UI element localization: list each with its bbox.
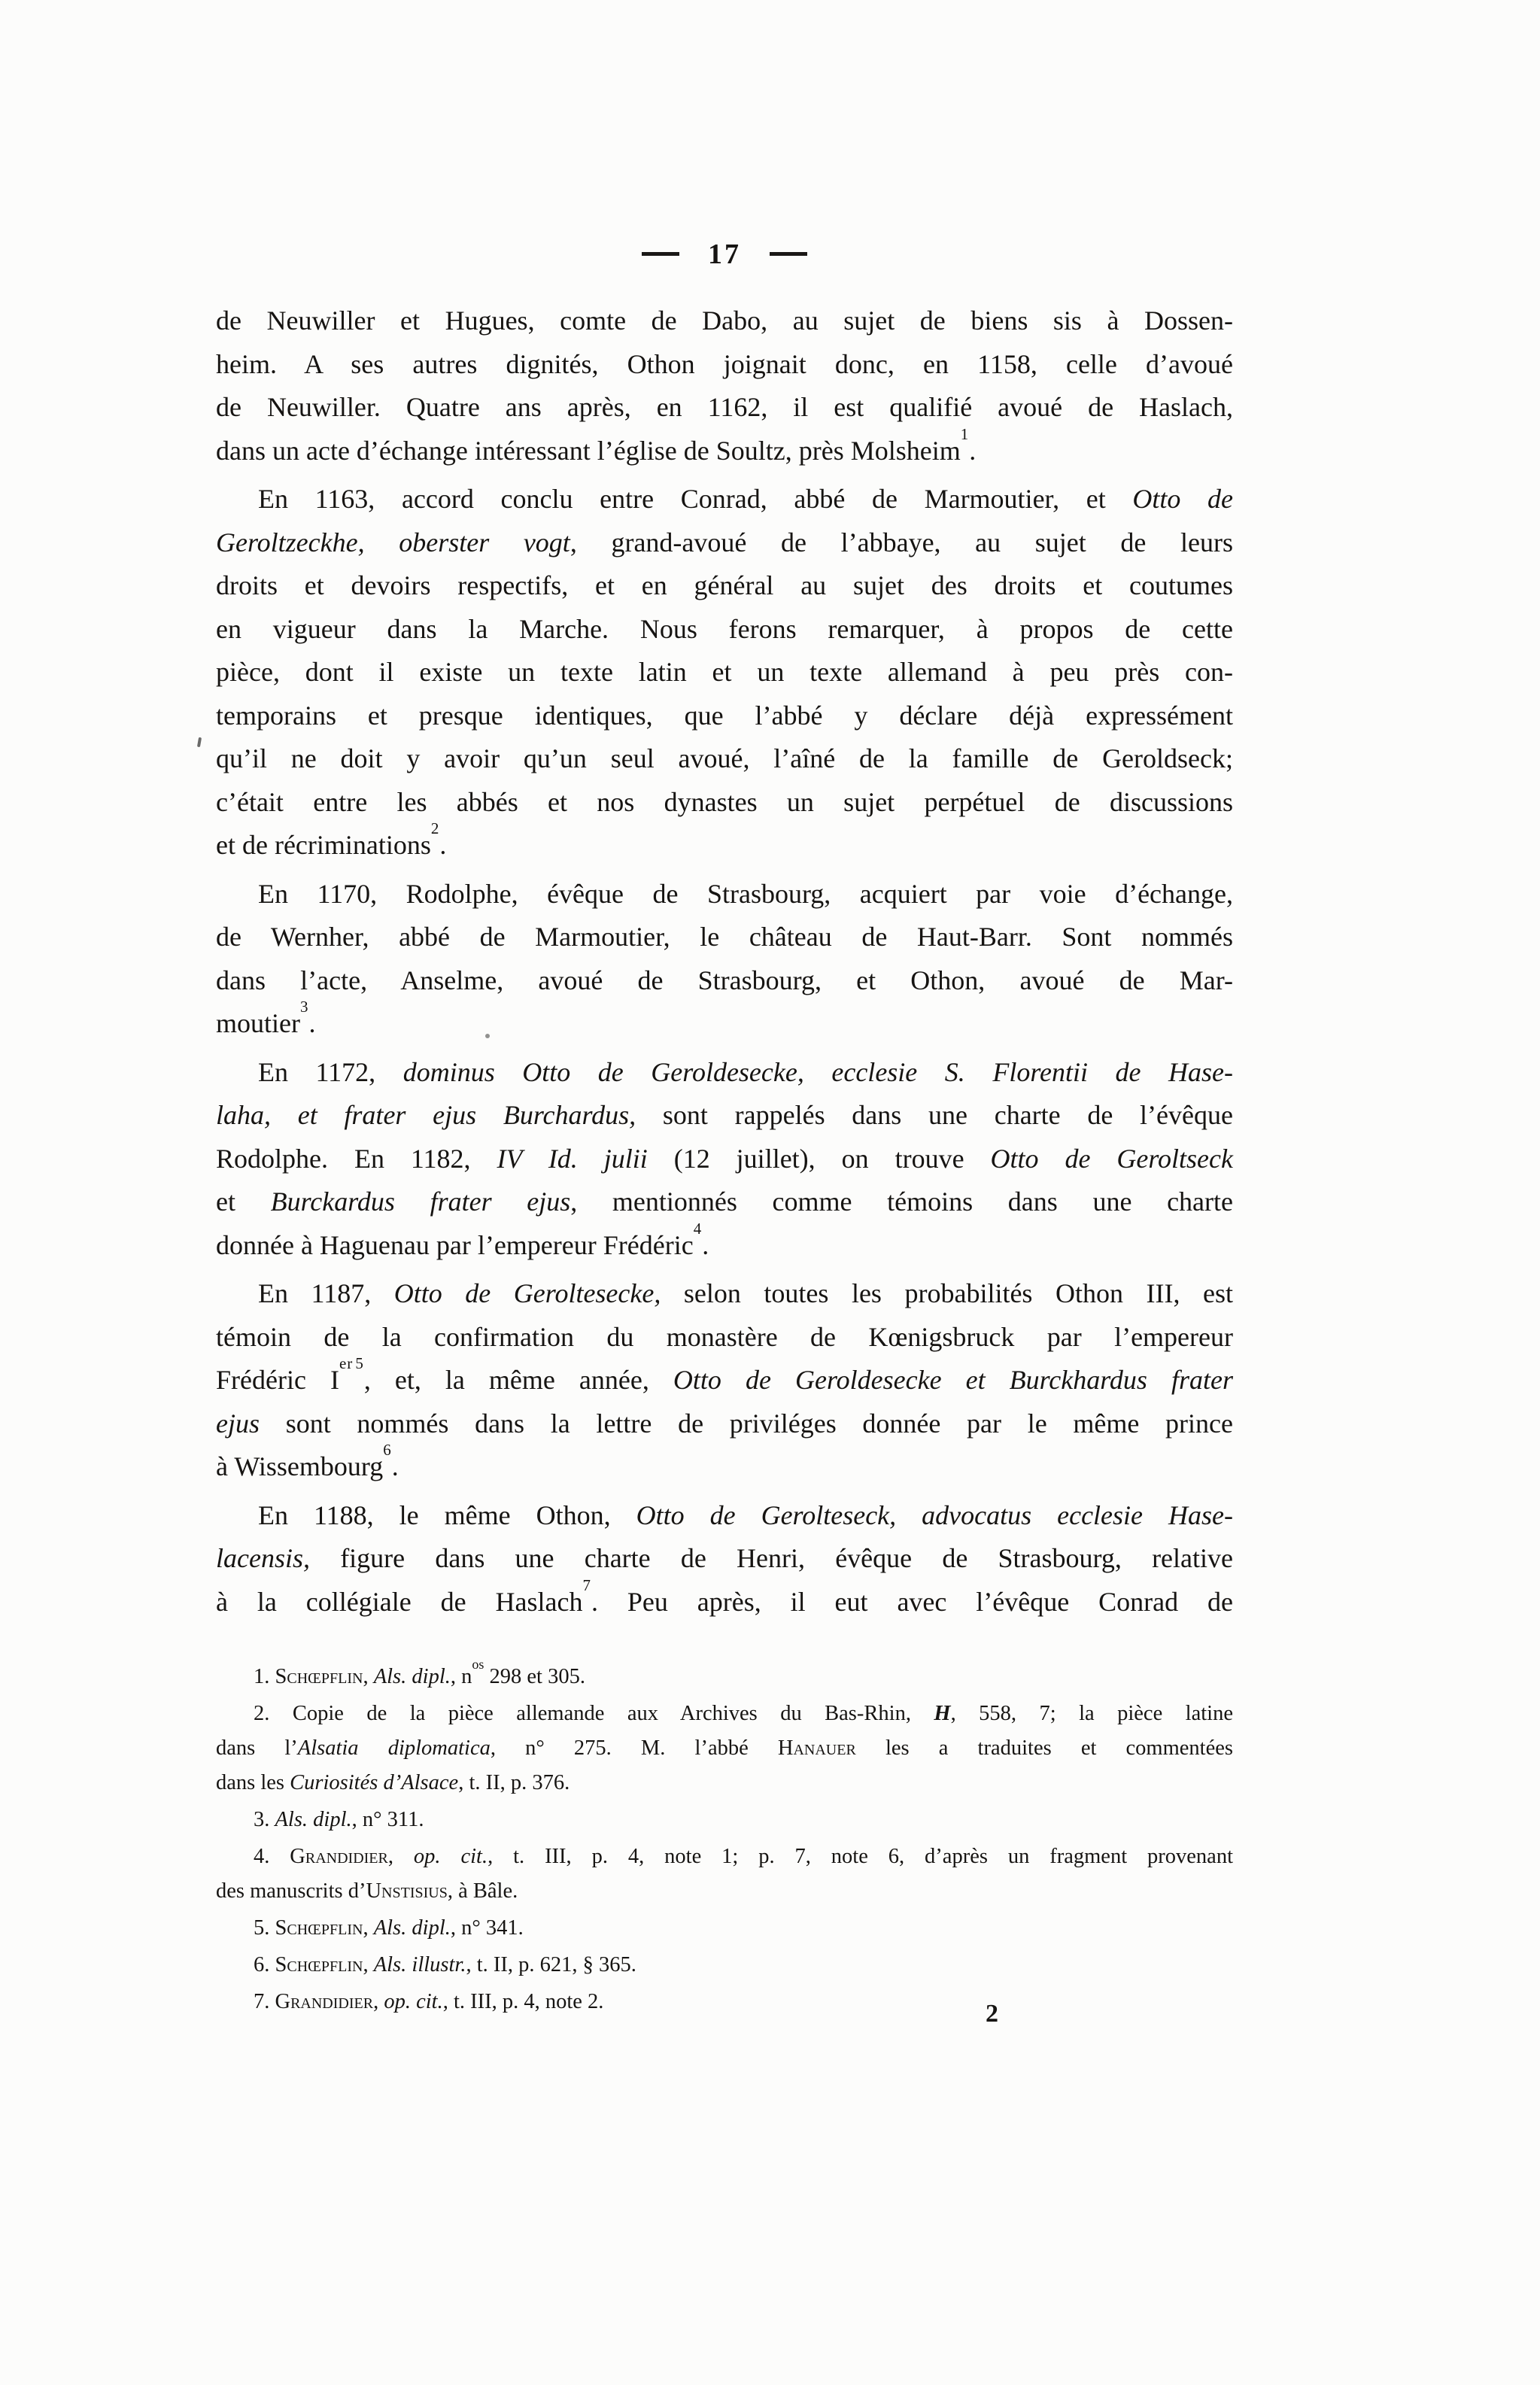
footnote — [216, 1840, 1233, 1909]
text-line — [216, 386, 1233, 430]
text-segment: c’était entre les abbés et nos dynastes un sujet perpétuel de discussions — [216, 786, 1233, 817]
text-line — [216, 737, 1233, 781]
footnote — [216, 1985, 1233, 2019]
text-segment: sont nommés dans la lettre de priviléges donnée par le même prince — [260, 1408, 1233, 1439]
text-segment: . — [702, 1229, 709, 1260]
text-segment: dans un acte d’échange intéressant l’église de Soultz, près Molsheim — [216, 435, 961, 466]
text-segment: , t. II, p. 621, § 365. — [466, 1953, 636, 1976]
text-line — [216, 1272, 1233, 1316]
text-segment: , — [363, 1665, 374, 1688]
text-segment: Als. illustr. — [373, 1953, 466, 1976]
text-segment: , 558, 7; la pièce latine — [950, 1702, 1233, 1725]
text-segment: Alsatia diplomatica — [297, 1736, 491, 1760]
text-segment: dans l’acte, Anselme, avoué de Strasbourg, et Othon, avoué de Mar- — [216, 965, 1233, 995]
paragraph — [216, 299, 1233, 472]
text-segment: qu’il ne doit y avoir qu’un seul avoué, l’aîné de la famille de Geroldseck; — [216, 743, 1233, 773]
text-line — [216, 1219, 1233, 1268]
scan-speck — [485, 1034, 490, 1038]
text-segment: , n — [450, 1665, 472, 1688]
text-segment: 4. — [254, 1845, 290, 1868]
text-segment: Frédéric I — [216, 1365, 339, 1395]
text-segment: Grandidier — [275, 1990, 374, 2013]
footnote — [216, 1697, 1233, 1800]
text-segment: En 1188, le même Othon, — [258, 1499, 636, 1530]
text-line — [216, 998, 1233, 1046]
text-line — [216, 1354, 1233, 1402]
text-segment: de Wernher, abbé de Marmoutier, le château de Haut-Barr. Sont nommés — [216, 922, 1233, 952]
footnote-reference: 6 — [383, 1441, 392, 1459]
text-segment: 3. — [254, 1808, 275, 1831]
text-segment: Schœpflin — [275, 1665, 363, 1688]
footnote — [216, 1948, 1233, 1982]
text-segment: et de récriminations — [216, 830, 431, 860]
text-segment: 5. — [254, 1916, 275, 1940]
text-segment: à Wissembourg — [216, 1451, 384, 1481]
text-line — [216, 959, 1233, 1003]
text-segment: . — [308, 1008, 316, 1038]
text-line — [216, 1575, 1233, 1624]
text-line — [216, 299, 1233, 343]
text-segment: Otto de Geroltseck — [990, 1143, 1233, 1174]
paragraph — [216, 1494, 1233, 1624]
text-line — [216, 1803, 1233, 1837]
footnote-reference: os — [472, 1656, 484, 1672]
text-segment: , n° 275. M. l’abbé — [490, 1736, 778, 1760]
text-segment: Hanauer — [777, 1736, 856, 1760]
text-segment: , t. II, p. 376. — [458, 1771, 570, 1794]
text-line — [216, 1094, 1233, 1138]
text-segment: Otto de Geroltesecke, — [393, 1278, 661, 1308]
text-segment: figure dans une charte de Henri, évêque de Strasbourg, relative — [309, 1543, 1233, 1573]
text-segment: les a traduites et commentées — [855, 1736, 1233, 1760]
text-segment: . Peu après, il eut avec l’évêque Conrad de — [591, 1586, 1233, 1617]
text-line — [216, 1840, 1233, 1874]
text-segment: Schœpflin — [275, 1916, 363, 1940]
text-line — [216, 1402, 1233, 1446]
text-segment: , n° 311. — [351, 1808, 424, 1831]
text-line — [216, 1731, 1233, 1766]
text-segment: dominus Otto de Geroldesecke, ecclesie S. Florentii de Hase- — [402, 1056, 1233, 1087]
text-line — [216, 1138, 1233, 1181]
text-segment: , mentionnés comme témoins dans une charte — [570, 1186, 1233, 1217]
text-segment: Rodolphe. En 1182, — [216, 1143, 497, 1174]
text-segment: ejus — [216, 1408, 260, 1439]
text-segment: heim. A ses autres dignités, Othon joignait donc, en 1158, celle d’avoué — [216, 348, 1233, 379]
text-line — [216, 343, 1233, 387]
paragraph — [216, 1272, 1233, 1489]
text-line — [216, 478, 1233, 521]
text-line — [216, 1697, 1233, 1731]
text-line — [216, 916, 1233, 959]
text-segment: 298 et 305. — [484, 1665, 585, 1688]
text-segment: 6. — [254, 1953, 275, 1976]
text-segment: de Neuwiller. Quatre ans après, en 1162, il est qualifié avoué de Haslach, — [216, 392, 1233, 422]
text-segment: Schœpflin — [275, 1953, 363, 1976]
text-segment: . — [391, 1451, 399, 1481]
text-segment: Unstisius — [366, 1879, 448, 1903]
text-line — [216, 1985, 1233, 2019]
text-line — [216, 1874, 1233, 1909]
text-segment: (12 juillet), on trouve — [647, 1143, 991, 1174]
footnote — [216, 1911, 1233, 1946]
text-line — [216, 873, 1233, 916]
footnote-reference: 4 — [693, 1219, 703, 1238]
body-text — [216, 299, 1233, 1624]
text-segment: IV Id. julii — [497, 1143, 648, 1174]
footnotes — [216, 1656, 1233, 2019]
text-segment: op. cit. — [384, 1990, 443, 2013]
text-segment: dans l’ — [216, 1736, 298, 1760]
text-segment: Burckardus frater ejus — [270, 1186, 571, 1217]
text-segment: En 1187, — [258, 1278, 394, 1308]
text-segment: Als. dipl. — [373, 1916, 451, 1940]
footnote-reference: 2 — [430, 819, 440, 837]
text-segment: , — [387, 1845, 414, 1868]
text-segment: , t. III, p. 4, note 1; p. 7, note 6, d’après un fragment provenant — [488, 1845, 1233, 1868]
text-segment: dans les — [216, 1771, 290, 1794]
page-number: 17 — [708, 238, 741, 270]
text-segment: temporains et presque identiques, que l’abbé y déclare déjà expressément — [216, 700, 1233, 731]
text-segment: pièce, dont il existe un texte latin et un texte allemand à peu près con- — [216, 657, 1233, 687]
text-line — [216, 608, 1233, 652]
paragraph — [216, 1051, 1233, 1268]
text-segment: laha, et frater ejus Burchardus, — [216, 1100, 636, 1130]
text-line — [216, 1948, 1233, 1982]
text-line — [216, 1656, 1233, 1694]
signature-mark: 2 — [986, 2000, 998, 2028]
text-segment: donnée à Haguenau par l’empereur Frédéric — [216, 1229, 694, 1260]
text-segment: et — [216, 1186, 271, 1217]
text-segment: Otto de Geroldesecke et Burckhardus frater — [673, 1365, 1233, 1395]
text-line — [216, 424, 1233, 473]
text-segment: Otto de — [1132, 484, 1234, 514]
text-line — [216, 521, 1233, 565]
text-segment: moutier — [216, 1008, 300, 1038]
header-dash-right — [770, 252, 807, 256]
footnote — [216, 1803, 1233, 1837]
text-segment: , n° 341. — [450, 1916, 524, 1940]
text-segment: 2. Copie de la pièce allemande aux Archives du Bas-Rhin, — [254, 1702, 934, 1725]
footnote-reference: 5 — [355, 1354, 364, 1372]
text-segment: . — [969, 435, 977, 466]
text-line — [216, 1766, 1233, 1800]
scan-speck — [197, 737, 202, 747]
text-line — [216, 694, 1233, 738]
text-segment: Als. dipl. — [373, 1665, 451, 1688]
text-segment: op. cit. — [413, 1845, 488, 1868]
text-line — [216, 1316, 1233, 1360]
text-line — [216, 1051, 1233, 1095]
text-segment: Curiosités d’Alsace — [290, 1771, 459, 1794]
text-line — [216, 564, 1233, 608]
page-header — [216, 238, 1233, 271]
text-line — [216, 819, 1233, 867]
text-segment: H — [934, 1702, 951, 1725]
footnote-reference: 1 — [960, 424, 970, 443]
text-segment: , — [363, 1916, 374, 1940]
text-segment: Grandidier — [290, 1845, 388, 1868]
text-segment: des manuscrits d’ — [216, 1879, 366, 1903]
text-line — [216, 651, 1233, 694]
text-segment: témoin de la confirmation du monastère de Kœnigsbruck par l’empereur — [216, 1321, 1233, 1352]
paragraph — [216, 478, 1233, 867]
text-segment: 7. — [254, 1990, 275, 2013]
footnote-reference: er — [339, 1354, 354, 1372]
text-line — [216, 781, 1233, 825]
text-segment: en vigueur dans la Marche. Nous ferons remarquer, à propos de cette — [216, 613, 1233, 644]
text-segment: à la collégiale de Haslach — [216, 1586, 583, 1617]
text-segment: En 1163, accord conclu entre Conrad, abbé de Marmoutier, et — [258, 484, 1133, 514]
text-segment: droits et devoirs respectifs, et en général au sujet des droits et coutumes — [216, 570, 1233, 600]
text-segment: Geroltzeckhe, oberster vogt — [216, 527, 570, 558]
text-segment: selon toutes les probabilités Othon III, est — [661, 1278, 1234, 1308]
text-segment: Als. dipl. — [275, 1808, 352, 1831]
footnote-reference: 7 — [582, 1575, 591, 1594]
text-segment: sont rappelés dans une charte de l’évêque — [636, 1100, 1233, 1130]
text-segment: de Neuwiller et Hugues, comte de Dabo, au sujet de biens sis à Dossen- — [216, 305, 1233, 336]
header-dash-left — [642, 252, 679, 256]
text-segment: , grand-avoué de l’abbaye, au sujet de leurs — [570, 527, 1234, 558]
text-segment: 1. — [254, 1665, 275, 1688]
text-segment: , et, la même année, — [363, 1365, 673, 1395]
text-segment: En 1172, — [258, 1056, 403, 1087]
paragraph — [216, 873, 1233, 1046]
text-segment: lacensis, — [216, 1543, 310, 1573]
text-line — [216, 1180, 1233, 1224]
text-line — [216, 1911, 1233, 1946]
text-segment: , à Bâle. — [447, 1879, 518, 1903]
text-line — [216, 1494, 1233, 1538]
text-line — [216, 1441, 1233, 1489]
text-segment: En 1170, Rodolphe, évêque de Strasbourg, acquiert par voie d’échange, — [258, 878, 1233, 909]
text-segment: , — [373, 1990, 384, 2013]
text-line — [216, 1537, 1233, 1581]
text-segment: , t. III, p. 4, note 2. — [442, 1990, 604, 2013]
text-segment: Otto de Gerolteseck, advocatus ecclesie Hase- — [636, 1499, 1233, 1530]
footnote — [216, 1656, 1233, 1694]
footnote-reference: 3 — [299, 998, 309, 1016]
text-segment: . — [439, 830, 447, 860]
text-segment: , — [363, 1953, 374, 1976]
